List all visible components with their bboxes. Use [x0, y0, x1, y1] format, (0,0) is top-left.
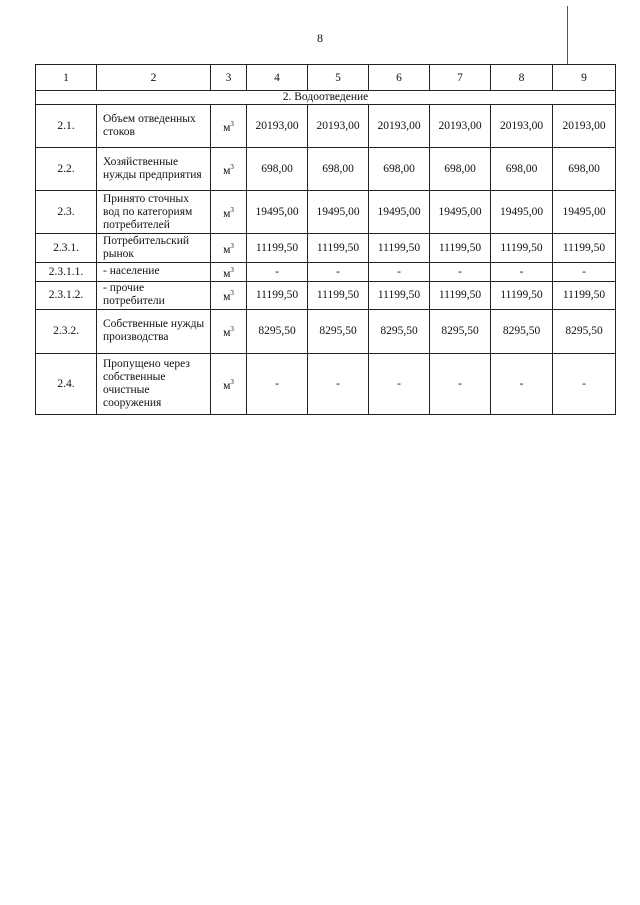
row-unit	[211, 234, 247, 263]
column-header: 7	[430, 65, 491, 91]
row-number: 2.2.	[36, 148, 97, 191]
value-cell: 698,00	[553, 148, 616, 191]
column-header: 5	[308, 65, 369, 91]
value-cell: 19495,00	[247, 191, 308, 234]
value-cell: 20193,00	[308, 105, 369, 148]
row-number: 2.3.1.1.	[36, 263, 97, 282]
section-row	[36, 91, 616, 105]
column-header: 6	[369, 65, 430, 91]
row-unit	[211, 191, 247, 234]
value-cell: 20193,00	[553, 105, 616, 148]
unit-label: м	[223, 291, 231, 304]
table-row	[36, 148, 616, 191]
table-row	[36, 234, 616, 263]
value-cell: 11199,50	[553, 281, 616, 309]
margin-line	[567, 6, 568, 64]
value-cell: 20193,00	[369, 105, 430, 148]
unit-label: м	[223, 243, 231, 256]
header-row	[36, 65, 616, 91]
row-name: Хозяйственные нужды предприятия	[97, 148, 211, 191]
value-cell: 698,00	[369, 148, 430, 191]
value-cell: -	[430, 353, 491, 414]
column-header: 1	[36, 65, 97, 91]
value-cell: 11199,50	[369, 281, 430, 309]
row-unit	[211, 263, 247, 282]
row-name: Принято сточных вод по категориям потребителей	[97, 191, 211, 234]
value-cell: 20193,00	[430, 105, 491, 148]
value-cell: 20193,00	[247, 105, 308, 148]
value-cell: 11199,50	[369, 234, 430, 263]
data-table	[35, 64, 616, 415]
value-cell: 19495,00	[430, 191, 491, 234]
table-row	[36, 191, 616, 234]
table-row	[36, 105, 616, 148]
row-number: 2.3.	[36, 191, 97, 234]
value-cell: 698,00	[308, 148, 369, 191]
table-row	[36, 263, 616, 282]
value-cell: 11199,50	[308, 234, 369, 263]
value-cell: -	[308, 353, 369, 414]
row-number: 2.3.2.	[36, 309, 97, 353]
row-unit	[211, 105, 247, 148]
value-cell: 8295,50	[491, 309, 553, 353]
value-cell: -	[553, 353, 616, 414]
value-cell: 11199,50	[491, 281, 553, 309]
value-cell: -	[491, 263, 553, 282]
unit-label: м	[223, 121, 231, 134]
row-name: Собственные нужды производства	[97, 309, 211, 353]
row-unit	[211, 353, 247, 414]
value-cell: 19495,00	[369, 191, 430, 234]
row-name: Пропущено через собственные очистные сооружения	[97, 353, 211, 414]
row-name: Объем отведенных стоков	[97, 105, 211, 148]
row-unit	[211, 281, 247, 309]
value-cell: 8295,50	[430, 309, 491, 353]
unit-label: м	[223, 379, 231, 392]
value-cell: -	[369, 263, 430, 282]
unit-label: м	[223, 267, 231, 280]
value-cell: 19495,00	[491, 191, 553, 234]
unit-exponent: 3	[230, 206, 234, 215]
unit-label: м	[223, 327, 231, 340]
unit-exponent: 3	[230, 242, 234, 251]
unit-exponent: 3	[230, 289, 234, 298]
row-number: 2.3.1.	[36, 234, 97, 263]
row-name: - население	[97, 263, 211, 282]
value-cell: -	[308, 263, 369, 282]
row-number: 2.3.1.2.	[36, 281, 97, 309]
column-header: 9	[553, 65, 616, 91]
table-body	[36, 65, 616, 415]
value-cell: -	[491, 353, 553, 414]
value-cell: 11199,50	[247, 234, 308, 263]
value-cell: 19495,00	[553, 191, 616, 234]
column-header: 2	[97, 65, 211, 91]
value-cell: 19495,00	[308, 191, 369, 234]
value-cell: 11199,50	[553, 234, 616, 263]
table-row	[36, 309, 616, 353]
unit-exponent: 3	[230, 377, 234, 386]
value-cell: 20193,00	[491, 105, 553, 148]
row-number: 2.4.	[36, 353, 97, 414]
row-number: 2.1.	[36, 105, 97, 148]
row-unit	[211, 309, 247, 353]
row-name: - прочие потребители	[97, 281, 211, 309]
value-cell: 11199,50	[430, 234, 491, 263]
unit-label: м	[223, 164, 231, 177]
unit-exponent: 3	[230, 325, 234, 334]
value-cell: 698,00	[430, 148, 491, 191]
value-cell: 8295,50	[247, 309, 308, 353]
value-cell: 11199,50	[308, 281, 369, 309]
row-name: Потребительский рынок	[97, 234, 211, 263]
value-cell: -	[369, 353, 430, 414]
value-cell: -	[247, 263, 308, 282]
page-number: 8	[317, 31, 323, 45]
value-cell: 8295,50	[369, 309, 430, 353]
value-cell: 11199,50	[430, 281, 491, 309]
value-cell: 8295,50	[553, 309, 616, 353]
value-cell: 8295,50	[308, 309, 369, 353]
section-title: 2. Водоотведение	[36, 91, 616, 105]
value-cell: 11199,50	[491, 234, 553, 263]
column-header: 4	[247, 65, 308, 91]
unit-exponent: 3	[230, 163, 234, 172]
unit-label: м	[223, 207, 231, 220]
unit-exponent: 3	[230, 120, 234, 129]
value-cell: -	[430, 263, 491, 282]
column-header: 3	[211, 65, 247, 91]
column-header: 8	[491, 65, 553, 91]
value-cell: 698,00	[247, 148, 308, 191]
value-cell: 698,00	[491, 148, 553, 191]
value-cell: -	[247, 353, 308, 414]
row-unit	[211, 148, 247, 191]
unit-exponent: 3	[230, 266, 234, 274]
value-cell: -	[553, 263, 616, 282]
table-row	[36, 281, 616, 309]
value-cell: 11199,50	[247, 281, 308, 309]
table-row	[36, 353, 616, 414]
